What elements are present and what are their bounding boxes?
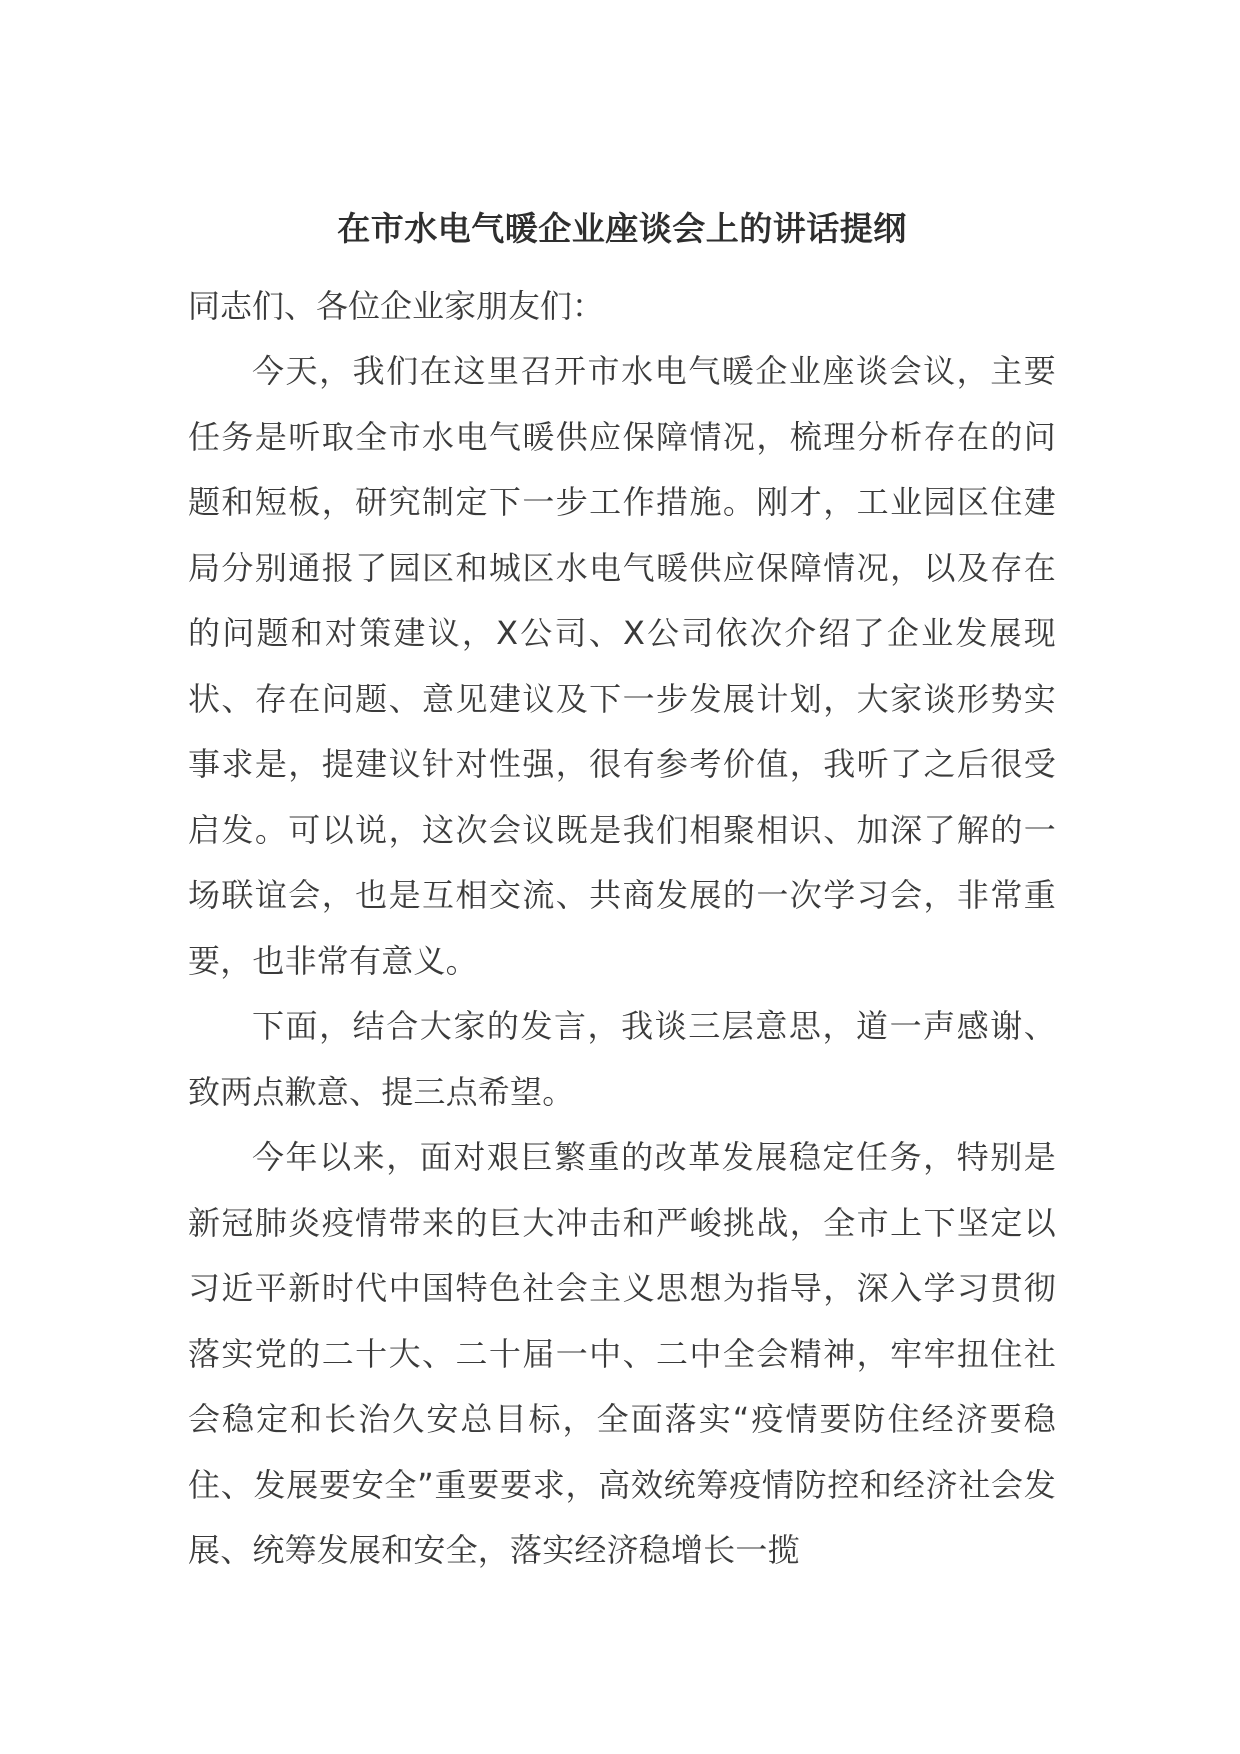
salutation: 同志们、各位企业家朋友们：	[188, 287, 605, 325]
document-body	[188, 205, 1056, 1584]
document-title: 在市水电气暖企业座谈会上的讲话提纲	[337, 209, 907, 248]
paragraph-opening: 今天，我们在这里召开市水电气暖企业座谈会议，主要任务是听取全市水电气暖供应保障情况，梳理分析存在的问题和短板，研究制定下一步工作措施。刚才，工业园区住建局分别通报了园区和城区水电气暖供应保障情况，以及存在的问题和对策建议，X公司、X公司依次介绍了企业发展现状、存在问题、意见建议及下一步发展计划，大家谈形势实事求是，提建议针对性强，很有参考价值，我听了之后很受启发。可以说，这次会议既是我们相聚相识、加深了解的一场联谊会，也是互相交流、共商发展的一次学习会，非常重要，也非常有意义。	[188, 352, 1056, 980]
paragraph-review: 今年以来，面对艰巨繁重的改革发展稳定任务，特别是新冠肺炎疫情带来的巨大冲击和严峻挑战，全市上下坚定以习近平新时代中国特色社会主义思想为指导，深入学习贯彻落实党的二十大、二十届一中、二中全会精神，牢牢扭住社会稳定和长治久安总目标，全面落实“疫情要防住经济要稳住、发展要安全”重要要求，高效统筹疫情防控和经济社会发展、统筹发展和安全，落实经济稳增长一揽	[188, 1138, 1056, 1569]
paragraph-outline: 下面，结合大家的发言，我谈三层意思，道一声感谢、致两点歉意、提三点希望。	[188, 1007, 1056, 1111]
